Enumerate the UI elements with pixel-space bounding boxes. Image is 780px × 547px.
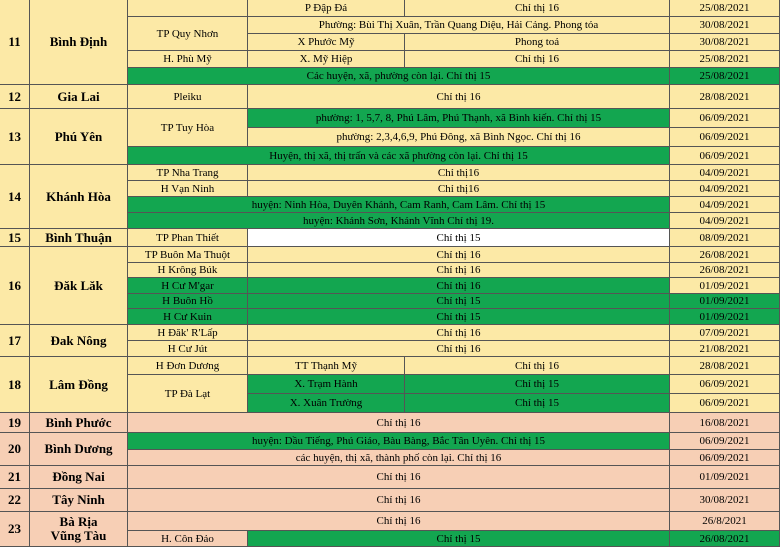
district-cell: H. Côn Đảo bbox=[128, 531, 248, 547]
status-cell: Chỉ thị 15 bbox=[248, 309, 670, 325]
province-name: Bình Phước bbox=[30, 413, 128, 433]
district-cell: H Đơn Dương bbox=[128, 357, 248, 375]
status-cell: Chỉ thị 16 bbox=[248, 278, 670, 294]
status-cell: huyện: Dầu Tiếng, Phú Giáo, Bàu Bàng, Bắc Tân Uyên. Chỉ thị 15 bbox=[128, 433, 670, 450]
date-cell: 01/09/2021 bbox=[670, 278, 780, 294]
date-cell: 04/09/2021 bbox=[670, 181, 780, 197]
date-cell: 26/08/2021 bbox=[670, 263, 780, 278]
place-cell: X. Mỹ Hiệp bbox=[248, 51, 405, 68]
date-cell: 06/09/2021 bbox=[670, 394, 780, 413]
status-cell: Chỉ thị 16 bbox=[128, 466, 670, 489]
province-name: Đồng Nai bbox=[30, 466, 128, 489]
status-cell: Chỉ thị 16 bbox=[128, 413, 670, 433]
province-name: Đak Nông bbox=[30, 325, 128, 357]
date-cell: 06/09/2021 bbox=[670, 128, 780, 147]
province-name: Lâm Đồng bbox=[30, 357, 128, 413]
date-cell: 28/08/2021 bbox=[670, 85, 780, 109]
date-cell: 06/09/2021 bbox=[670, 433, 780, 450]
date-cell: 06/09/2021 bbox=[670, 450, 780, 466]
status-cell: Chỉ thị 16 bbox=[405, 0, 670, 17]
status-cell: Chỉ thị 15 bbox=[248, 229, 670, 247]
row-number: 11 bbox=[0, 0, 30, 85]
status-cell: Chỉ thị 16 bbox=[405, 51, 670, 68]
date-cell: 01/09/2021 bbox=[670, 294, 780, 309]
status-cell: Chỉ thị16 bbox=[248, 181, 670, 197]
district-cell: TP Nha Trang bbox=[128, 165, 248, 181]
status-cell: Phong toả bbox=[405, 34, 670, 51]
row-number: 20 bbox=[0, 433, 30, 466]
status-cell: Chỉ thị 16 bbox=[248, 247, 670, 263]
status-cell: các huyện, thị xã, thành phố còn lại. Chỉ thị 16 bbox=[128, 450, 670, 466]
status-cell: Huyện, thị xã, thị trấn và các xã phường còn lại. Chỉ thị 15 bbox=[128, 147, 670, 165]
district-cell: H Krông Búk bbox=[128, 263, 248, 278]
district-cell: TP Phan Thiết bbox=[128, 229, 248, 247]
district-cell: TP Đà Lạt bbox=[128, 375, 248, 413]
date-cell: 07/09/2021 bbox=[670, 325, 780, 341]
province-name: Đăk Lăk bbox=[30, 247, 128, 325]
district-cell bbox=[128, 0, 248, 17]
date-cell: 06/09/2021 bbox=[670, 109, 780, 128]
place-cell: X. Trạm Hành bbox=[248, 375, 405, 394]
district-cell: TP Tuy Hòa bbox=[128, 109, 248, 147]
district-cell: H. Phù Mỹ bbox=[128, 51, 248, 68]
status-cell: Chỉ thị 15 bbox=[405, 394, 670, 413]
district-cell: H Vạn Ninh bbox=[128, 181, 248, 197]
province-name: Phú Yên bbox=[30, 109, 128, 165]
status-cell: Các huyện, xã, phường còn lại. Chỉ thị 15 bbox=[128, 68, 670, 85]
status-cell: Chỉ thị 16 bbox=[128, 489, 670, 512]
district-cell: TP Quy Nhơn bbox=[128, 17, 248, 51]
date-cell: 04/09/2021 bbox=[670, 197, 780, 213]
status-cell: Phường: Bùi Thị Xuân, Trần Quang Diệu, Hải Cảng. Phong tỏa bbox=[248, 17, 670, 34]
province-name: Bình Thuận bbox=[30, 229, 128, 247]
province-name: Gia Lai bbox=[30, 85, 128, 109]
place-cell: TT Thạnh Mỹ bbox=[248, 357, 405, 375]
date-cell: 25/08/2021 bbox=[670, 0, 780, 17]
province-name: Khánh Hòa bbox=[30, 165, 128, 229]
district-cell: H Cư Kuin bbox=[128, 309, 248, 325]
province-name-line2: Vũng Tàu bbox=[50, 528, 107, 543]
row-number: 21 bbox=[0, 466, 30, 489]
status-cell: huyện: Ninh Hòa, Duyên Khánh, Cam Ranh, Cam Lâm. Chỉ thị 15 bbox=[128, 197, 670, 213]
status-cell: Chỉ thị 16 bbox=[248, 263, 670, 278]
date-cell: 01/09/2021 bbox=[670, 309, 780, 325]
status-cell: huyện: Khánh Sơn, Khánh Vĩnh Chỉ thị 19. bbox=[128, 213, 670, 229]
province-name-line1: Bà Rịa bbox=[59, 514, 98, 529]
date-cell: 01/09/2021 bbox=[670, 466, 780, 489]
row-number: 22 bbox=[0, 489, 30, 512]
date-cell: 04/09/2021 bbox=[670, 165, 780, 181]
province-name: Tây Ninh bbox=[30, 489, 128, 512]
date-cell: 04/09/2021 bbox=[670, 213, 780, 229]
date-cell: 21/08/2021 bbox=[670, 341, 780, 357]
date-cell: 08/09/2021 bbox=[670, 229, 780, 247]
date-cell: 30/08/2021 bbox=[670, 34, 780, 51]
status-cell: Chỉ thị 15 bbox=[405, 375, 670, 394]
status-cell: Chỉ thị 16 bbox=[405, 357, 670, 375]
status-cell: Chỉ thị 16 bbox=[248, 85, 670, 109]
row-number: 17 bbox=[0, 325, 30, 357]
district-cell: H Cư M'gar bbox=[128, 278, 248, 294]
place-cell: P Đập Đá bbox=[248, 0, 405, 17]
district-cell: H Đăk' R'Lấp bbox=[128, 325, 248, 341]
province-name bbox=[30, 512, 128, 547]
status-cell: Chỉ thị16 bbox=[248, 165, 670, 181]
date-cell: 25/08/2021 bbox=[670, 68, 780, 85]
status-cell: Chỉ thị 15 bbox=[248, 294, 670, 309]
date-cell: 25/08/2021 bbox=[670, 51, 780, 68]
date-cell: 30/08/2021 bbox=[670, 17, 780, 34]
status-cell: Chỉ thị 15 bbox=[248, 531, 670, 547]
status-cell: Chỉ thị 16 bbox=[248, 341, 670, 357]
date-cell: 26/8/2021 bbox=[670, 512, 780, 531]
place-cell: X Phước Mỹ bbox=[248, 34, 405, 51]
status-cell: phường: 2,3,4,6,9, Phú Đông, xã Bình Ngọc. Chỉ thị 16 bbox=[248, 128, 670, 147]
row-number: 13 bbox=[0, 109, 30, 165]
row-number: 23 bbox=[0, 512, 30, 547]
district-cell: H Cư Jút bbox=[128, 341, 248, 357]
province-name: Bình Dương bbox=[30, 433, 128, 466]
district-cell: Pleiku bbox=[128, 85, 248, 109]
row-number: 15 bbox=[0, 229, 30, 247]
date-cell: 06/09/2021 bbox=[670, 147, 780, 165]
place-cell: X. Xuân Trường bbox=[248, 394, 405, 413]
status-cell: Chỉ thị 16 bbox=[248, 325, 670, 341]
district-cell: TP Buôn Ma Thuột bbox=[128, 247, 248, 263]
date-cell: 28/08/2021 bbox=[670, 357, 780, 375]
status-cell: Chỉ thị 16 bbox=[128, 512, 670, 531]
date-cell: 06/09/2021 bbox=[670, 375, 780, 394]
district-cell: H Buôn Hồ bbox=[128, 294, 248, 309]
row-number: 16 bbox=[0, 247, 30, 325]
date-cell: 16/08/2021 bbox=[670, 413, 780, 433]
date-cell: 26/08/2021 bbox=[670, 531, 780, 547]
date-cell: 26/08/2021 bbox=[670, 247, 780, 263]
date-cell: 30/08/2021 bbox=[670, 489, 780, 512]
row-number: 12 bbox=[0, 85, 30, 109]
province-name: Bình Định bbox=[30, 0, 128, 85]
status-cell: phường: 1, 5,7, 8, Phú Lâm, Phú Thạnh, xã Bình kiến. Chỉ thị 15 bbox=[248, 109, 670, 128]
row-number: 14 bbox=[0, 165, 30, 229]
row-number: 18 bbox=[0, 357, 30, 413]
row-number: 19 bbox=[0, 413, 30, 433]
